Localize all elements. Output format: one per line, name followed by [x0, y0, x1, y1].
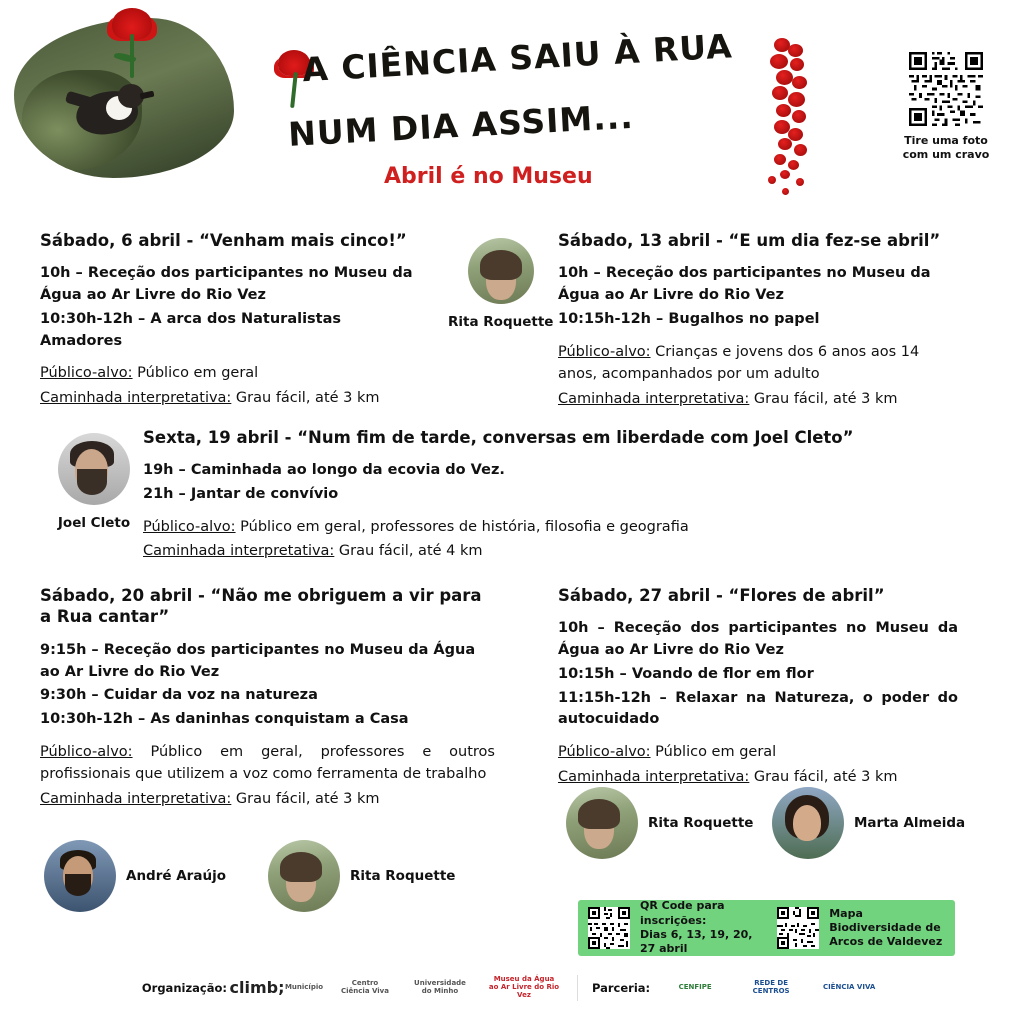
registration-text: [640, 899, 767, 956]
audience-value: Público em geral: [650, 744, 777, 761]
event-time-line: 21h – Jantar de convívio: [143, 486, 339, 503]
audience-value: Crianças e jovens dos 6 anos aos 14 anos, acompanhados por um adulto: [558, 343, 920, 383]
event-times: [40, 263, 425, 352]
walk-label: Caminhada interpretativa:: [558, 768, 750, 785]
avatar: [468, 238, 534, 304]
audience-label: Público-alvo:: [558, 343, 651, 360]
event-title: Sábado, 6 abril - “Venham mais cinco!”: [40, 231, 407, 250]
logo-caption: Museu da Água ao Ar Livre do Rio Vez: [488, 975, 560, 999]
speaker-name: Marta Almeida: [854, 815, 966, 831]
event-times: [558, 263, 958, 330]
organization-label: Organização:: [141, 981, 227, 995]
carnation-icon: [104, 8, 168, 78]
logo-organizer-4: [485, 971, 563, 1005]
walk-label: Caminhada interpretativa:: [40, 790, 232, 807]
event-time-line: 9:30h – Cuidar da voz na natureza: [40, 687, 318, 704]
footer-logos: [0, 964, 1024, 1012]
qr-code-inscricoes[interactable]: [588, 907, 630, 949]
event-time-line: 19h – Caminhada ao longo da ecovia do Vez.: [143, 462, 505, 479]
audience-label: Público-alvo:: [143, 518, 236, 535]
avatar: [566, 787, 638, 859]
event-meta: [558, 341, 958, 410]
event-title: Sábado, 27 abril - “Flores de abril”: [558, 586, 885, 605]
qr-caption-line-2: com um cravo: [902, 147, 990, 161]
logo-organizer-1: [284, 971, 324, 1005]
divider: [577, 975, 578, 1001]
walk-value: Grau fácil, até 3 km: [231, 790, 380, 807]
logo-caption: Município: [284, 983, 324, 992]
event-meta: [558, 741, 958, 788]
event-card-20-abril: [40, 585, 495, 812]
qr-code-mapa-biodiversidade[interactable]: [777, 907, 819, 949]
event-time-line: 10:30h-12h – A arca dos Naturalistas Amadores: [40, 310, 342, 349]
avatar: [268, 840, 340, 912]
partnership-label: Parceria:: [591, 981, 651, 995]
walk-value: Grau fácil, até 3 km: [749, 390, 898, 407]
logo-organizer-3: [409, 971, 471, 1005]
logo-organizer-2: [335, 971, 395, 1005]
event-meta: [40, 741, 495, 810]
walk-label: Caminhada interpretativa:: [558, 390, 750, 407]
event-time-line: 9:15h – Receção dos participantes no Museu da Água ao Ar Livre do Rio Vez: [40, 641, 476, 680]
event-title: Sexta, 19 abril - “Num fim de tarde, conversas em liberdade com Joel Cleto”: [143, 428, 854, 447]
avatar: [58, 433, 130, 505]
event-meta: [143, 516, 863, 563]
qr-photo-caption: [898, 134, 994, 162]
audience-value: Público em geral, professores de história, filosofia e geografia: [235, 518, 689, 535]
event-times: [40, 640, 495, 731]
avatar: [772, 787, 844, 859]
audience-value: Público em geral, professores e outros profissionais que utilizem a voz como ferramenta de trabalho: [40, 743, 495, 783]
event-time-line: 10h – Receção dos participantes no Museu da Água ao Ar Livre do Rio Vez: [558, 620, 958, 659]
map-line-1: Mapa Biodiversidade de: [829, 906, 941, 934]
event-card-27-abril: [558, 585, 958, 790]
map-text: [829, 907, 945, 950]
logo-caption: Centro Ciência Viva: [341, 979, 389, 995]
speaker-rita-roquette-1: [448, 238, 553, 330]
event-card-19-abril: [143, 427, 863, 565]
logo-caption: Universidade do Minho: [414, 979, 466, 995]
event-card-6-abril: [40, 230, 425, 411]
walk-label: Caminhada interpretativa:: [143, 543, 335, 560]
registration-line-2: Dias 6, 13, 19, 20, 27 abril: [640, 928, 753, 956]
event-time-line: 11:15h-12h – Relaxar na Natureza, o poder do autocuidado: [558, 689, 958, 728]
speaker-name: Rita Roquette: [648, 815, 754, 831]
qr-photo-block: [898, 52, 994, 162]
audience-value: Público em geral: [132, 365, 259, 382]
walk-label: Caminhada interpretativa:: [40, 389, 232, 406]
walk-value: Grau fácil, até 3 km: [231, 389, 380, 406]
speaker-joel-cleto: [46, 433, 142, 531]
event-card-13-abril: [558, 230, 958, 412]
speaker-name: Rita Roquette: [448, 314, 554, 330]
title-line-2: NUM DIA ASSIM...: [287, 96, 635, 154]
registration-line-1: QR Code para inscrições:: [640, 899, 725, 927]
registration-qr-panel: [578, 900, 955, 956]
speaker-rita-roquette-3: [566, 787, 753, 859]
qr-code-photo[interactable]: [909, 52, 983, 126]
logo-caption: CIÊNCIA VIVA: [822, 983, 876, 992]
speaker-name: André Araújo: [126, 868, 226, 884]
speaker-marta-almeida: [772, 787, 965, 859]
logo-partner-cenfipe: [664, 971, 726, 1005]
logo-partner-rede-centros: [740, 971, 802, 1005]
logo-caption: REDE DE CENTROS: [752, 979, 790, 995]
event-time-line: 10:15h – Voando de flor em flor: [558, 665, 814, 682]
avatar: [44, 840, 116, 912]
qr-caption-line-1: Tire uma foto: [904, 134, 988, 147]
logo-caption: CENFIPE: [678, 983, 712, 992]
walk-value: Grau fácil, até 4 km: [334, 543, 483, 560]
carnation-cascade: [752, 38, 824, 198]
event-times: [558, 618, 958, 731]
speaker-rita-roquette-2: [268, 840, 455, 912]
event-time-line: 10h – Receção dos participantes no Museu da Água ao Ar Livre do Rio Vez: [40, 265, 413, 304]
title-line-1: A CIÊNCIA SAIU À RUA: [301, 26, 734, 90]
dipper-bird-icon: [66, 80, 152, 142]
speaker-name: Rita Roquette: [350, 868, 456, 884]
walk-value: Grau fácil, até 3 km: [749, 768, 898, 785]
event-time-line: 10:30h-12h – As daninhas conquistam a Casa: [40, 711, 409, 728]
event-title: Sábado, 20 abril - “Não me obriguem a vir para a Rua cantar”: [40, 586, 482, 627]
event-time-line: 10h – Receção dos participantes no Museu da Água ao Ar Livre do Rio Vez: [558, 265, 931, 304]
logo-partner-ciencia-viva: [816, 971, 882, 1005]
audience-label: Público-alvo:: [40, 743, 133, 760]
event-meta: [40, 362, 425, 409]
map-line-2: Arcos de Valdevez: [829, 935, 943, 949]
poster-header: [0, 0, 1024, 215]
speaker-andre-araujo: [44, 840, 226, 912]
event-title: Sábado, 13 abril - “E um dia fez-se abril”: [558, 231, 941, 250]
speaker-name: Joel Cleto: [57, 515, 131, 531]
event-times: [143, 460, 863, 506]
event-time-line: 10:15h-12h – Bugalhos no papel: [558, 310, 820, 327]
poster-subtitle: Abril é no Museu: [384, 164, 593, 189]
poster-title: [262, 26, 742, 189]
audience-label: Público-alvo:: [558, 744, 651, 761]
audience-label: Público-alvo:: [40, 365, 133, 382]
logo-municipio: climb;: [241, 971, 273, 1005]
